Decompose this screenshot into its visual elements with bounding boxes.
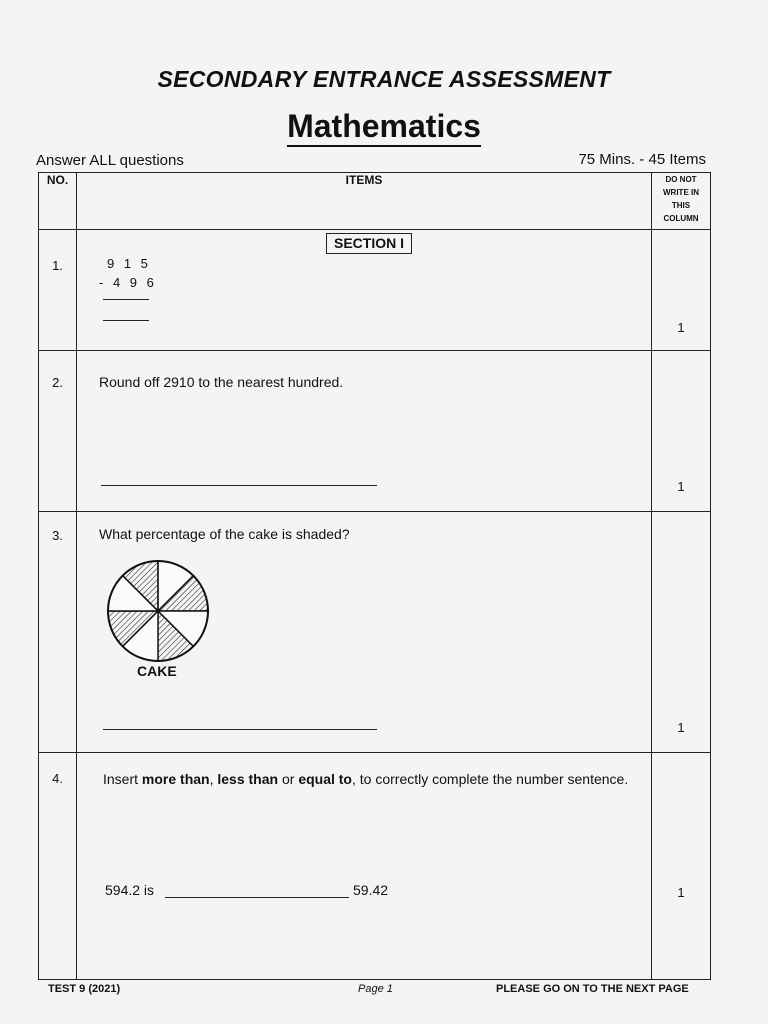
mark-cell <box>652 753 711 980</box>
footer-test-id: TEST 9 (2021) <box>48 983 121 995</box>
question-text-part: , to correctly complete the number sentence. <box>351 771 629 787</box>
question-text: Round off 2910 to the nearest hundred. <box>99 374 344 390</box>
footer-page-number: Page 1 <box>358 983 393 995</box>
column-header-marks <box>652 173 711 230</box>
question-number <box>39 512 77 753</box>
marks-header-line: DO NOT <box>665 175 697 184</box>
question-number-text: 3. <box>52 528 63 543</box>
option-equal-to: equal to <box>298 771 352 787</box>
option-less-than: less than <box>217 771 279 787</box>
question-number <box>39 230 77 351</box>
sentence-left: 594.2 is <box>105 882 155 898</box>
marks-header-line: WRITE IN <box>663 188 699 197</box>
table-header-row <box>39 173 711 230</box>
answer-line[interactable] <box>165 897 349 898</box>
question-table <box>38 172 711 980</box>
subject-title <box>0 108 768 145</box>
assessment-title: SECONDARY ENTRANCE ASSESSMENT <box>157 66 611 92</box>
instructions: Answer ALL questions <box>36 152 184 169</box>
cake-label: CAKE <box>137 663 177 679</box>
question-number <box>39 351 77 512</box>
question-text-part: Insert <box>103 771 142 787</box>
question-text <box>103 769 633 790</box>
option-more-than: more than <box>141 771 210 787</box>
column-header-items: ITEMS <box>77 173 652 230</box>
question-text-part: or <box>278 771 299 787</box>
question-text: What percentage of the cake is shaded? <box>99 526 350 542</box>
question-row-4 <box>39 753 711 980</box>
question-row-2 <box>39 351 711 512</box>
mark-value: 1 <box>677 885 685 900</box>
answer-line[interactable] <box>103 729 377 730</box>
question-text-part: , <box>209 771 218 787</box>
mark-cell <box>652 512 711 753</box>
timing-info: 75 Mins. - 45 Items <box>578 151 706 168</box>
section-badge: SECTION I <box>326 233 412 254</box>
question-number-text: 1. <box>52 258 63 273</box>
marks-header-line: THIS <box>671 201 691 210</box>
answer-line[interactable] <box>103 320 149 321</box>
question-row-3 <box>39 512 711 753</box>
answer-line[interactable] <box>101 485 377 486</box>
question-number-text: 2. <box>52 375 63 390</box>
question-number-text: 4. <box>52 771 63 786</box>
question-cell <box>77 351 652 512</box>
question-cell <box>77 753 652 980</box>
subtraction-line <box>103 299 149 300</box>
question-cell <box>77 230 652 351</box>
question-cell <box>77 512 652 753</box>
cake-figure <box>105 558 211 664</box>
mark-value: 1 <box>677 479 685 494</box>
sentence-right: 59.42 <box>353 882 389 898</box>
mark-cell <box>652 351 711 512</box>
question-number <box>39 753 77 980</box>
subtraction-bottom-operand: - 4 9 6 <box>99 275 157 290</box>
marks-header-line: COLUMN <box>663 214 699 223</box>
subject-text: Mathematics <box>287 108 481 147</box>
column-header-no: NO. <box>39 173 77 230</box>
subtraction-top-operand: 9 1 5 <box>107 256 151 271</box>
mark-value: 1 <box>677 720 685 735</box>
mark-cell <box>652 230 711 351</box>
mark-value: 1 <box>677 320 685 335</box>
footer-next-page: PLEASE GO ON TO THE NEXT PAGE <box>496 983 689 995</box>
question-row-1 <box>39 230 711 351</box>
